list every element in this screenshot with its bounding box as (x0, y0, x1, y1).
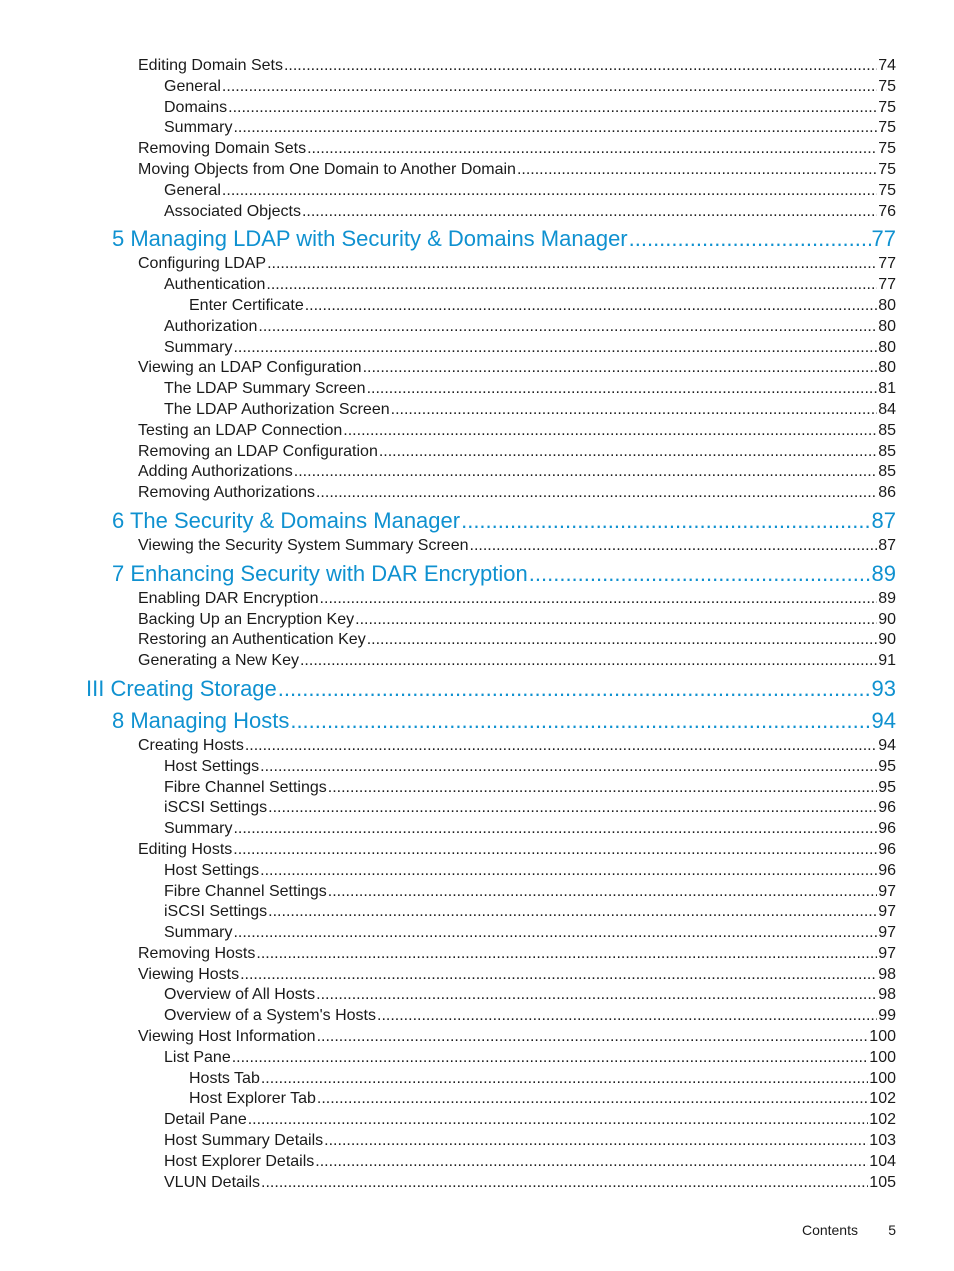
toc-dot-leader (517, 160, 877, 181)
toc-dot-leader (278, 674, 871, 704)
toc-entry-page: 80 (878, 359, 896, 377)
toc-entry-page: 80 (878, 338, 896, 356)
toc-entry-page: 74 (878, 57, 896, 74)
toc-dot-leader (305, 296, 877, 317)
toc-entry-page: 98 (878, 965, 896, 983)
toc-entry-title: Host Settings (164, 757, 260, 775)
toc-dot-leader (222, 77, 877, 98)
toc-entry-page: 85 (878, 442, 896, 460)
toc-dot-leader (240, 965, 877, 986)
toc-entry-title: Domains (164, 98, 228, 116)
toc-entry-page: 97 (878, 924, 896, 942)
toc-dot-leader (260, 861, 877, 882)
toc-entry-page: 97 (878, 944, 896, 962)
toc-entry-title: Editing Domain Sets (138, 57, 283, 74)
toc-entry-page: 86 (878, 484, 896, 502)
toc-dot-leader (316, 483, 877, 504)
toc-entry-page: 85 (878, 421, 896, 439)
toc-entry-title: Creating Hosts (138, 736, 244, 754)
toc-entry-page: 75 (878, 98, 896, 116)
toc-entry-page: 100 (869, 1048, 896, 1066)
toc-entry-page: 100 (869, 1028, 896, 1046)
toc-entry-title: Summary (164, 338, 233, 356)
toc-entry[interactable] (189, 1069, 896, 1090)
toc-entry[interactable] (164, 1006, 896, 1027)
toc-entry[interactable] (138, 421, 896, 442)
toc-entry-title: Host Explorer Details (164, 1152, 315, 1170)
toc-entry[interactable] (164, 1131, 896, 1152)
toc-entry[interactable] (138, 1027, 896, 1048)
table-of-contents (0, 56, 954, 1193)
toc-entry-page: 80 (878, 296, 896, 314)
toc-entry-page: 89 (878, 589, 896, 607)
toc-entry-title: iSCSI Settings (164, 799, 268, 817)
toc-dot-leader (258, 317, 877, 338)
toc-dot-leader (233, 338, 877, 359)
toc-entry-title: Viewing an LDAP Configuration (138, 359, 362, 377)
toc-entry[interactable] (164, 317, 896, 338)
toc-entry-title: Viewing Host Information (138, 1028, 316, 1046)
toc-entry-page: 94 (871, 707, 896, 733)
toc-entry-page: 99 (878, 1007, 896, 1025)
toc-entry-page: 85 (878, 463, 896, 481)
toc-entry-title: Fibre Channel Settings (164, 778, 327, 796)
toc-entry-title: Host Summary Details (164, 1132, 324, 1150)
toc-entry[interactable] (86, 674, 896, 704)
toc-entry-title: Removing Authorizations (138, 484, 315, 502)
toc-entry-page: 103 (869, 1132, 896, 1150)
toc-entry-page: 94 (878, 736, 896, 754)
toc-entry-title: Hosts Tab (189, 1069, 260, 1087)
toc-entry[interactable] (164, 985, 896, 1006)
toc-dot-leader (284, 56, 877, 77)
toc-entry-title: Adding Authorizations (138, 463, 293, 481)
toc-dot-leader (233, 118, 877, 139)
toc-entry-page: 97 (878, 903, 896, 921)
toc-entry[interactable] (164, 923, 896, 944)
toc-entry-title: General (164, 77, 221, 95)
toc-entry-page: 75 (878, 140, 896, 158)
toc-entry-title: III Creating Storage (86, 675, 277, 701)
toc-entry-page: 90 (878, 631, 896, 649)
toc-entry-page: 100 (869, 1069, 896, 1087)
toc-entry-page: 102 (869, 1090, 896, 1108)
toc-entry-title: Authorization (164, 317, 258, 335)
toc-dot-leader (266, 275, 877, 296)
toc-entry[interactable] (138, 56, 896, 77)
toc-entry[interactable] (164, 379, 896, 400)
toc-dot-leader (367, 630, 878, 651)
toc-entry[interactable] (164, 181, 896, 202)
toc-entry-title: The LDAP Summary Screen (164, 380, 366, 398)
toc-entry-title: Viewing the Security System Summary Screen (138, 536, 469, 554)
toc-entry[interactable] (164, 77, 896, 98)
toc-entry-title: Enter Certificate (189, 296, 304, 314)
toc-dot-leader (367, 379, 878, 400)
toc-entry-page: 95 (878, 757, 896, 775)
toc-entry-page: 105 (869, 1173, 896, 1191)
toc-entry-page: 87 (878, 536, 896, 554)
toc-dot-leader (290, 706, 870, 736)
toc-dot-leader (315, 1152, 868, 1173)
toc-entry-title: Summary (164, 924, 233, 942)
toc-entry-page: 87 (871, 507, 896, 533)
toc-dot-leader (228, 98, 877, 119)
footer-page-number: 5 (888, 1222, 896, 1238)
toc-entry-page: 96 (878, 799, 896, 817)
toc-entry[interactable] (138, 358, 896, 379)
toc-entry[interactable] (112, 559, 896, 589)
toc-entry-title: Editing Hosts (138, 840, 233, 858)
toc-entry-page: 96 (878, 861, 896, 879)
toc-dot-leader (300, 651, 877, 672)
toc-dot-leader (320, 589, 878, 610)
toc-entry-title: Removing an LDAP Configuration (138, 442, 378, 460)
toc-entry-title: Removing Domain Sets (138, 140, 307, 158)
toc-entry[interactable] (164, 1152, 896, 1173)
toc-entry-page: 91 (878, 652, 896, 670)
toc-entry-page: 75 (878, 160, 896, 178)
toc-entry[interactable] (164, 861, 896, 882)
toc-dot-leader (324, 1131, 868, 1152)
toc-entry-title: Restoring an Authentication Key (138, 631, 366, 649)
toc-dot-leader (261, 1173, 868, 1194)
toc-entry[interactable] (189, 296, 896, 317)
toc-dot-leader (256, 944, 877, 965)
toc-entry-page: 96 (878, 820, 896, 838)
toc-entry-page: 76 (878, 202, 896, 220)
toc-entry-title: The LDAP Authorization Screen (164, 400, 390, 418)
toc-dot-leader (232, 1048, 869, 1069)
toc-entry-page: 77 (878, 276, 896, 294)
toc-entry[interactable] (189, 1089, 896, 1110)
toc-entry-page: 75 (878, 181, 896, 199)
toc-entry-page: 98 (878, 986, 896, 1004)
toc-entry[interactable] (138, 462, 896, 483)
toc-entry-title: 6 The Security & Domains Manager (112, 507, 461, 533)
toc-entry-title: Associated Objects (164, 202, 301, 220)
toc-entry[interactable] (138, 610, 896, 631)
toc-dot-leader (470, 536, 878, 557)
toc-entry-page: 102 (869, 1111, 896, 1129)
toc-entry-page: 81 (878, 380, 896, 398)
toc-dot-leader (261, 1069, 868, 1090)
toc-entry-title: Overview of All Hosts (164, 986, 316, 1004)
toc-dot-leader (245, 736, 877, 757)
toc-dot-leader (328, 882, 877, 903)
toc-dot-leader (233, 840, 877, 861)
toc-entry[interactable] (138, 840, 896, 861)
toc-entry[interactable] (138, 651, 896, 672)
toc-entry[interactable] (138, 965, 896, 986)
toc-entry-title: iSCSI Settings (164, 903, 268, 921)
toc-entry-title: Detail Pane (164, 1111, 247, 1129)
page-footer (0, 1222, 954, 1242)
toc-entry[interactable] (164, 98, 896, 119)
toc-entry-title: 8 Managing Hosts (112, 707, 290, 733)
toc-dot-leader (379, 442, 877, 463)
toc-entry-title: Host Settings (164, 861, 260, 879)
toc-entry-title: Summary (164, 820, 233, 838)
toc-entry[interactable] (138, 589, 896, 610)
toc-dot-leader (363, 358, 878, 379)
toc-entry-page: 89 (871, 560, 896, 586)
toc-entry[interactable] (164, 798, 896, 819)
toc-entry[interactable] (164, 882, 896, 903)
toc-entry[interactable] (164, 757, 896, 778)
toc-dot-leader (248, 1110, 869, 1131)
toc-entry-title: Summary (164, 119, 233, 137)
toc-dot-leader (302, 202, 877, 223)
toc-entry[interactable] (138, 160, 896, 181)
toc-entry-title: Configuring LDAP (138, 255, 267, 273)
toc-entry[interactable] (112, 224, 896, 254)
toc-entry[interactable] (138, 536, 896, 557)
toc-entry-page: 80 (878, 317, 896, 335)
toc-entry-page: 96 (878, 840, 896, 858)
toc-entry-title: Generating a New Key (138, 652, 299, 670)
toc-entry[interactable] (164, 338, 896, 359)
footer-label: Contents (801, 1222, 858, 1238)
toc-dot-leader (377, 1006, 877, 1027)
toc-entry-title: Enabling DAR Encryption (138, 589, 319, 607)
toc-dot-leader (260, 757, 877, 778)
toc-entry[interactable] (164, 778, 896, 799)
toc-dot-leader (268, 798, 877, 819)
toc-entry[interactable] (164, 275, 896, 296)
toc-entry[interactable] (138, 442, 896, 463)
toc-dot-leader (307, 139, 877, 160)
toc-dot-leader (355, 610, 877, 631)
toc-entry-title: VLUN Details (164, 1173, 261, 1191)
toc-entry-title: Host Explorer Tab (189, 1090, 316, 1108)
toc-dot-leader (233, 819, 877, 840)
toc-entry[interactable] (112, 706, 896, 736)
toc-entry-page: 84 (878, 400, 896, 418)
toc-entry-page: 77 (878, 255, 896, 273)
toc-entry-title: Backing Up an Encryption Key (138, 610, 355, 628)
toc-entry[interactable] (164, 202, 896, 223)
toc-entry[interactable] (164, 1048, 896, 1069)
toc-entry-page: 97 (878, 882, 896, 900)
toc-entry-page: 77 (871, 226, 896, 252)
toc-entry[interactable] (164, 1173, 896, 1194)
toc-dot-leader (317, 1027, 869, 1048)
toc-entry[interactable] (138, 254, 896, 275)
toc-entry-title: Testing an LDAP Connection (138, 421, 343, 439)
toc-dot-leader (529, 559, 871, 589)
toc-entry-title: Viewing Hosts (138, 965, 240, 983)
toc-dot-leader (267, 254, 877, 275)
toc-dot-leader (294, 462, 877, 483)
toc-entry-title: Authentication (164, 276, 266, 294)
toc-dot-leader (461, 506, 870, 536)
toc-dot-leader (391, 400, 878, 421)
toc-entry[interactable] (164, 902, 896, 923)
toc-dot-leader (317, 1089, 868, 1110)
toc-entry[interactable] (164, 118, 896, 139)
toc-entry-title: Moving Objects from One Domain to Another Domain (138, 160, 516, 178)
toc-entry-title: 5 Managing LDAP with Security & Domains Manager (112, 226, 628, 252)
toc-entry-page: 75 (878, 119, 896, 137)
toc-entry[interactable] (138, 139, 896, 160)
toc-entry-title: List Pane (164, 1048, 231, 1066)
toc-dot-leader (233, 923, 877, 944)
toc-dot-leader (222, 181, 877, 202)
toc-entry-page: 95 (878, 778, 896, 796)
toc-dot-leader (316, 985, 877, 1006)
toc-entry-title: General (164, 181, 221, 199)
toc-entry[interactable] (164, 1110, 896, 1131)
toc-entry[interactable] (138, 630, 896, 651)
toc-entry-page: 75 (878, 77, 896, 95)
toc-entry-title: Fibre Channel Settings (164, 882, 327, 900)
toc-entry-page: 93 (871, 675, 896, 701)
toc-entry[interactable] (138, 736, 896, 757)
toc-entry[interactable] (164, 819, 896, 840)
toc-entry[interactable] (164, 400, 896, 421)
toc-dot-leader (343, 421, 877, 442)
toc-dot-leader (629, 224, 871, 254)
toc-entry[interactable] (138, 944, 896, 965)
toc-entry-title: 7 Enhancing Security with DAR Encryption (112, 560, 528, 586)
toc-dot-leader (268, 902, 877, 923)
toc-entry-page: 104 (869, 1152, 896, 1170)
toc-entry-title: Overview of a System's Hosts (164, 1007, 376, 1025)
toc-entry[interactable] (112, 506, 896, 536)
toc-entry-title: Removing Hosts (138, 944, 256, 962)
toc-entry[interactable] (138, 483, 896, 504)
toc-entry-page: 90 (878, 610, 896, 628)
toc-dot-leader (328, 778, 877, 799)
